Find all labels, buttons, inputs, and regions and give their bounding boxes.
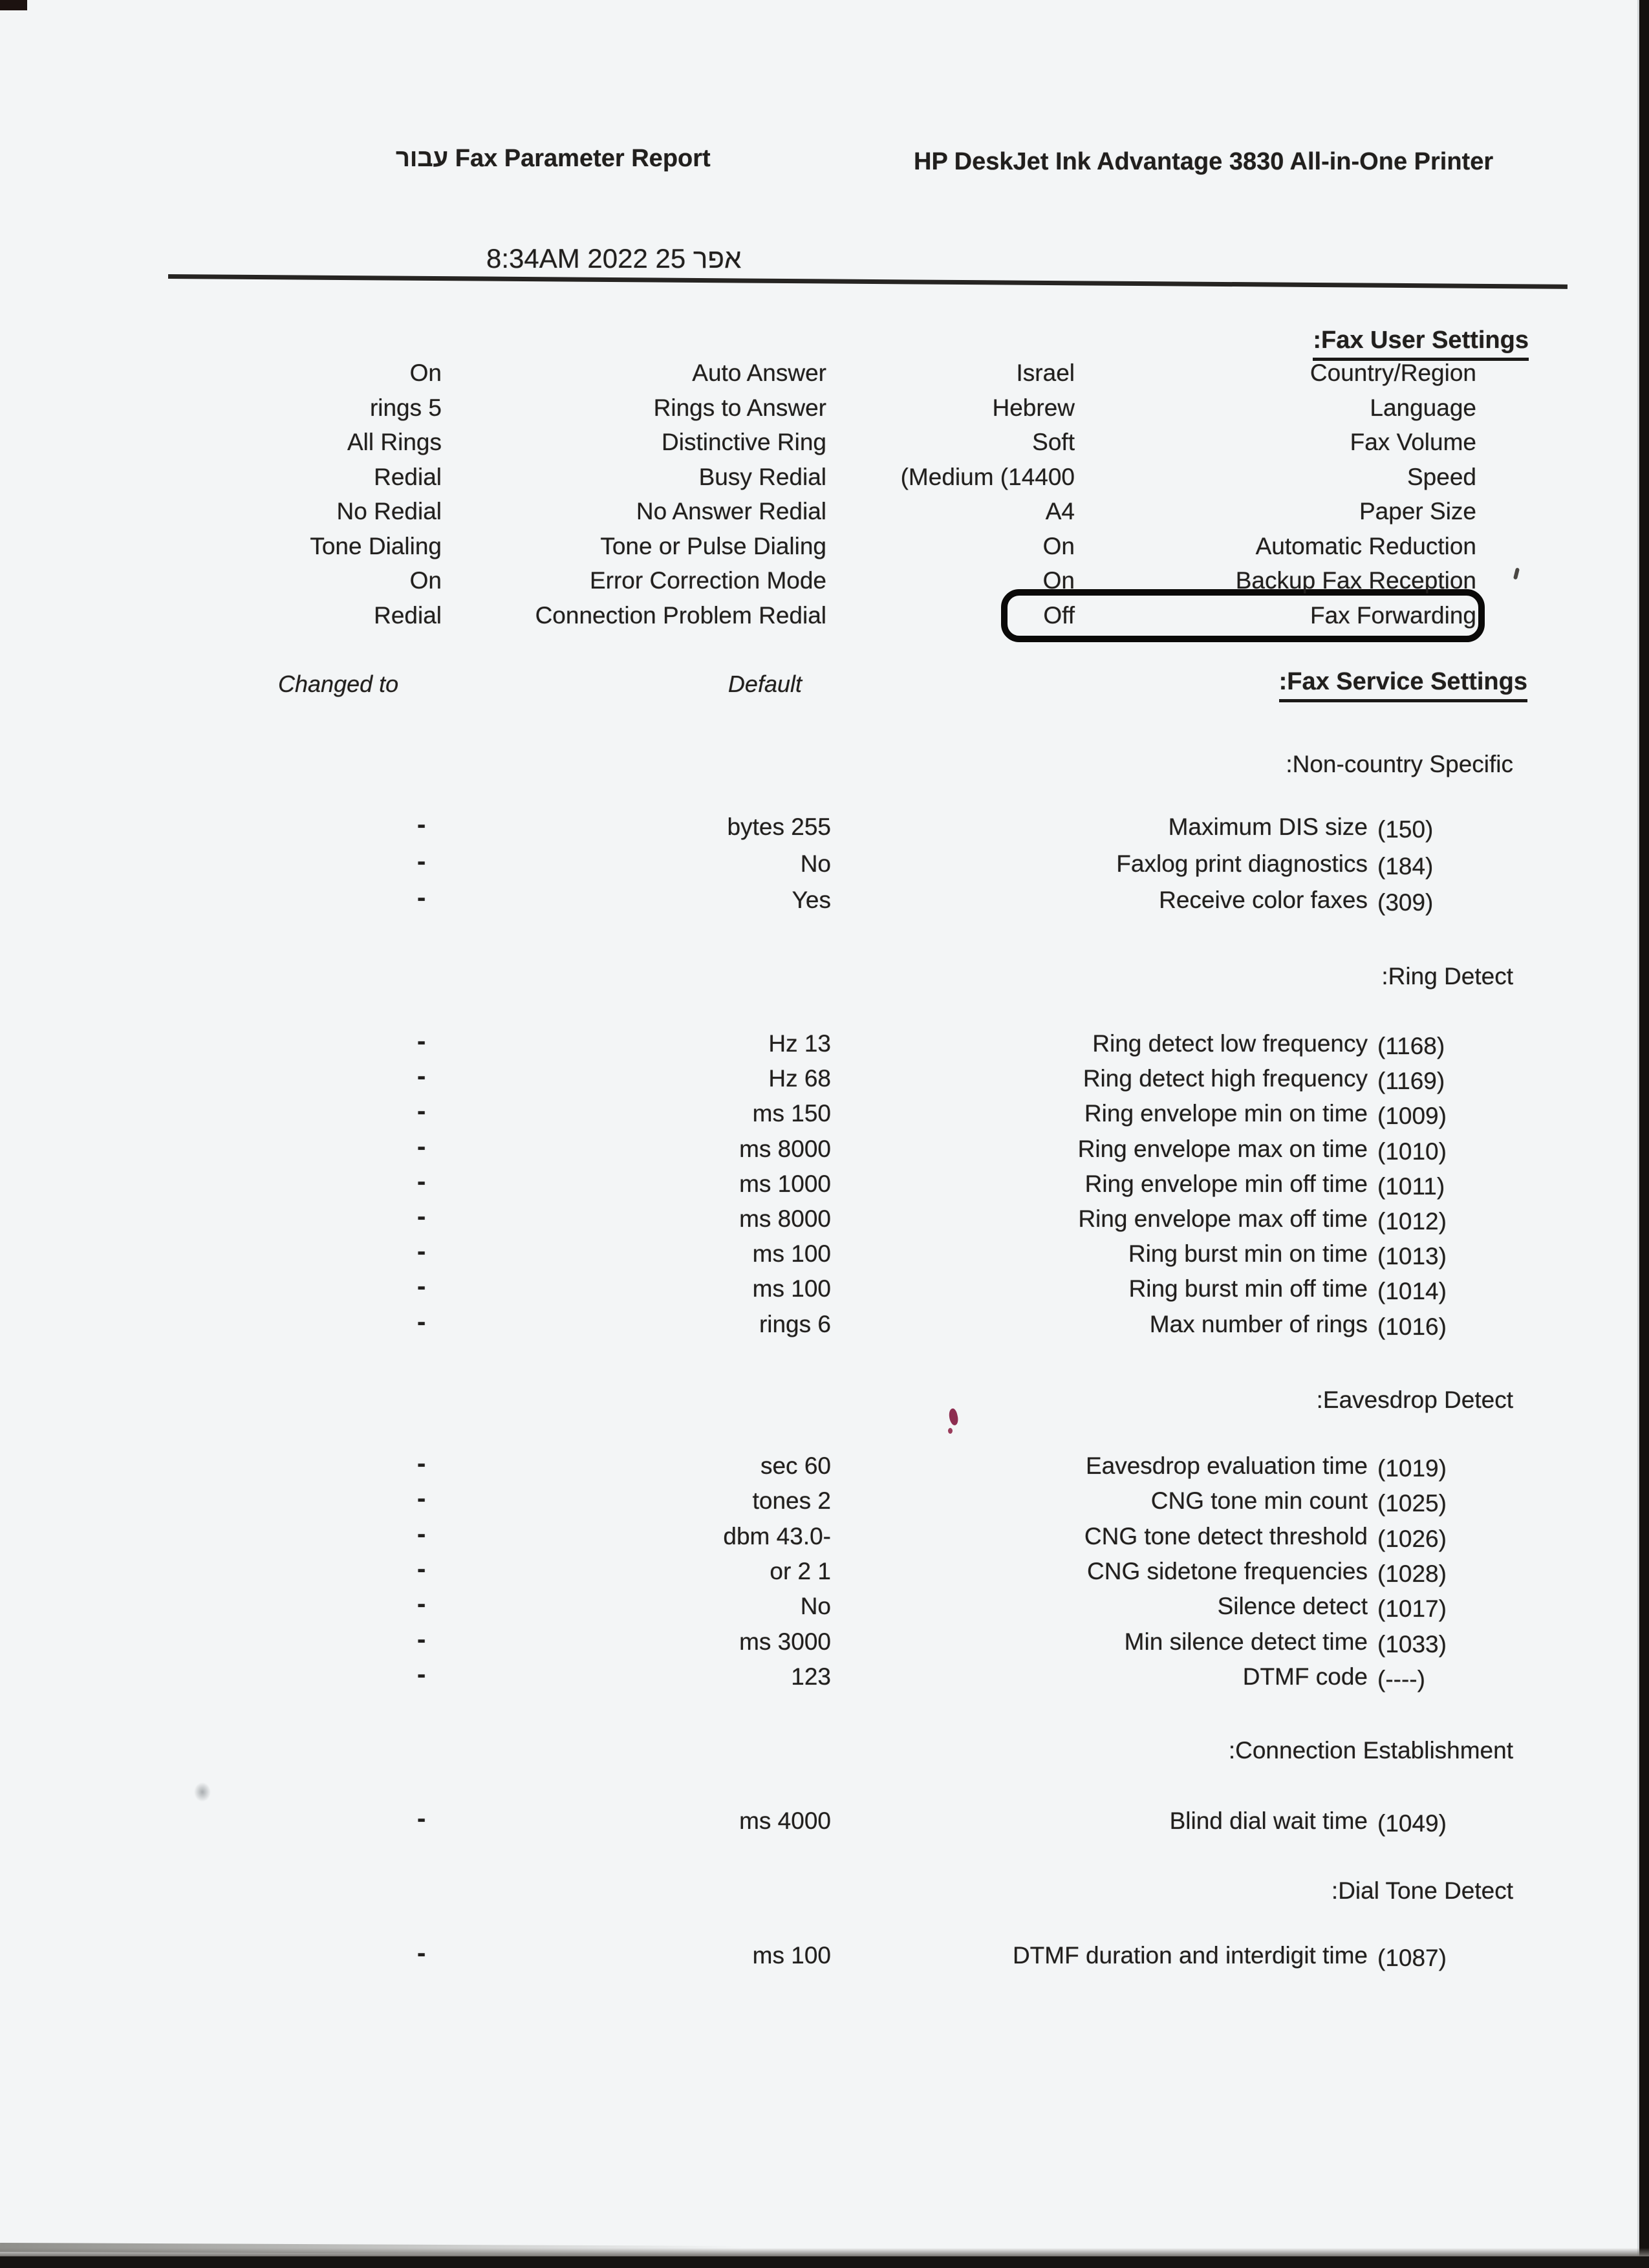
service-param-code: (1009)	[1377, 1103, 1447, 1130]
user-setting-value-left: On	[409, 360, 442, 386]
service-changed-dash: -	[417, 1202, 426, 1231]
user-setting-value-left: No Redial	[336, 498, 442, 524]
user-setting-value-left: Redial	[374, 601, 442, 629]
fax-user-settings-heading: :Fax User Settings	[1313, 326, 1529, 361]
service-param-label: Eavesdrop evaluation time	[1085, 1453, 1368, 1479]
service-param-label: Ring envelope max on time	[1077, 1135, 1368, 1162]
service-changed-dash: -	[417, 1097, 426, 1126]
service-section-heading: :Ring Detect	[1381, 963, 1513, 989]
service-default-value: ms 1000	[739, 1170, 831, 1197]
service-param-code: (1012)	[1377, 1208, 1447, 1235]
user-setting-label-right: Paper Size	[1359, 498, 1476, 524]
service-changed-dash: -	[417, 1237, 426, 1266]
service-param-code: (1049)	[1377, 1810, 1447, 1837]
report-date: 8:34AM 2022 אפר 25	[486, 243, 742, 274]
user-setting-label-right: Automatic Reduction	[1255, 532, 1476, 559]
user-setting-label-right: Language	[1370, 394, 1476, 421]
scan-artifact-red-speck-small	[948, 1428, 953, 1434]
user-setting-label-right: Speed	[1407, 463, 1476, 490]
service-default-value: bytes 255	[727, 814, 831, 840]
service-changed-dash: -	[417, 1132, 426, 1161]
scan-artifact-corner-block	[0, 0, 27, 10]
service-default-value: ms 100	[752, 1942, 831, 1969]
service-default-value: ms 4000	[739, 1808, 831, 1834]
user-setting-value-right: Soft	[1032, 429, 1075, 455]
service-section-heading: :Eavesdrop Detect	[1316, 1387, 1513, 1413]
user-setting-label-right: Fax Volume	[1350, 429, 1476, 455]
user-setting-label-left: No Answer Redial	[636, 498, 826, 524]
service-param-label: Max number of rings	[1149, 1310, 1368, 1337]
service-default-value: Hz 13	[768, 1030, 831, 1057]
fax-service-settings-heading: :Fax Service Settings	[1279, 667, 1527, 702]
service-default-value: or 2 1	[770, 1557, 831, 1584]
service-default-value: rings 6	[759, 1310, 831, 1337]
service-default-value: ms 8000	[739, 1135, 831, 1162]
service-section-heading: :Dial Tone Detect	[1331, 1877, 1513, 1904]
user-setting-value-left: rings 5	[369, 394, 442, 421]
service-param-code: (1014)	[1377, 1278, 1447, 1305]
user-setting-label-left: Auto Answer	[692, 360, 826, 386]
scan-edge-bottom-shadow	[0, 2248, 1649, 2256]
service-param-label: Ring envelope min on time	[1084, 1100, 1368, 1127]
service-param-code: (1087)	[1377, 1945, 1447, 1971]
service-default-value: 123	[791, 1663, 831, 1690]
service-default-value: Yes	[792, 887, 831, 913]
user-setting-value-left: All Rings	[347, 429, 442, 455]
service-changed-dash: -	[417, 883, 426, 912]
service-default-value: ms 100	[752, 1275, 831, 1302]
service-default-value: No	[800, 850, 831, 877]
service-default-value: ms 8000	[739, 1205, 831, 1232]
service-param-label: Ring envelope min off time	[1084, 1170, 1368, 1197]
service-changed-dash: -	[417, 810, 426, 839]
service-param-label: Receive color faxes	[1159, 887, 1368, 913]
user-setting-label-left: Rings to Answer	[653, 394, 826, 421]
service-default-value: No	[800, 1593, 831, 1620]
user-setting-value-left: Redial	[374, 463, 442, 490]
service-default-value: ms 100	[752, 1240, 831, 1268]
service-param-code: (309)	[1377, 889, 1434, 916]
header-divider-rule	[168, 274, 1568, 289]
service-param-code: (1028)	[1377, 1560, 1447, 1587]
scan-edge-bottom	[0, 2256, 1649, 2268]
report-title: עבור Fax Parameter Report	[396, 145, 711, 172]
scan-artifact-red-speck	[947, 1408, 960, 1426]
service-default-value: Hz 68	[768, 1065, 831, 1092]
service-changed-dash: -	[417, 1307, 426, 1336]
service-default-value: ms 150	[752, 1100, 831, 1127]
service-param-code: (1017)	[1377, 1595, 1447, 1623]
user-setting-value-left: On	[409, 567, 442, 594]
user-setting-label-left: Error Correction Mode	[589, 567, 826, 594]
service-param-label: Ring burst min off time	[1128, 1275, 1368, 1302]
user-setting-value-right: Hebrew	[992, 394, 1075, 421]
service-changed-dash: -	[417, 1590, 426, 1619]
service-default-value: dbm 43.0-	[723, 1522, 831, 1550]
service-default-value: ms 3000	[739, 1628, 831, 1655]
user-setting-label-left: Tone or Pulse Dialing	[600, 532, 826, 559]
service-param-label: Blind dial wait time	[1169, 1808, 1368, 1834]
scan-edge-right	[1637, 0, 1649, 2268]
service-changed-dash: -	[417, 1519, 426, 1548]
user-setting-value-right: Off	[1043, 601, 1075, 629]
service-param-code: (1011)	[1377, 1172, 1445, 1200]
service-changed-dash: -	[417, 1027, 426, 1055]
default-column-header: Default	[727, 671, 802, 697]
user-setting-label-right: Backup Fax Reception	[1235, 567, 1476, 594]
service-param-label: Faxlog print diagnostics	[1116, 850, 1368, 877]
service-changed-dash: -	[417, 1449, 426, 1478]
user-setting-value-right: On	[1042, 567, 1075, 594]
service-changed-dash: -	[417, 1804, 426, 1833]
service-param-label: Min silence detect time	[1124, 1628, 1368, 1655]
service-changed-dash: -	[417, 1272, 426, 1301]
user-setting-label-left: Distinctive Ring	[662, 429, 826, 455]
scan-artifact-smudge	[194, 1782, 211, 1802]
scan-artifact-pen-tick	[1513, 568, 1520, 580]
service-param-code: (150)	[1377, 816, 1434, 843]
service-changed-dash: -	[417, 1484, 426, 1513]
service-param-code: (1025)	[1377, 1490, 1447, 1517]
service-default-value: tones 2	[752, 1487, 831, 1515]
service-param-code: (1026)	[1377, 1525, 1447, 1552]
user-setting-value-right: Israel	[1016, 360, 1075, 386]
service-changed-dash: -	[417, 1062, 426, 1091]
user-setting-value-left: Tone Dialing	[310, 532, 442, 559]
service-param-label: CNG tone detect threshold	[1084, 1522, 1368, 1550]
service-param-label: DTMF code	[1242, 1663, 1368, 1690]
user-setting-label-left: Busy Redial	[698, 463, 826, 490]
service-param-label: Silence detect	[1217, 1593, 1368, 1620]
user-setting-label-right: Country/Region	[1310, 360, 1476, 386]
service-param-code: (----)	[1377, 1665, 1425, 1692]
service-param-code: (1033)	[1377, 1630, 1447, 1658]
service-changed-dash: -	[417, 1554, 426, 1583]
service-param-label: Maximum DIS size	[1168, 814, 1368, 840]
service-changed-dash: -	[417, 1167, 426, 1196]
service-changed-dash: -	[417, 1659, 426, 1689]
changed-to-column-header: Changed to	[278, 671, 399, 697]
user-setting-value-right: On	[1042, 532, 1075, 559]
service-default-value: sec 60	[760, 1453, 831, 1479]
service-param-code: (1010)	[1377, 1138, 1447, 1165]
service-section-heading: :Non-country Specific	[1286, 751, 1513, 777]
service-section-heading: :Connection Establishment	[1228, 1737, 1513, 1764]
service-changed-dash: -	[417, 847, 426, 876]
service-param-label: Ring envelope max off time	[1078, 1205, 1368, 1232]
user-setting-value-right: A4	[1045, 498, 1075, 524]
service-param-label: Ring detect high frequency	[1083, 1065, 1368, 1092]
service-param-label: CNG sidetone frequencies	[1087, 1557, 1368, 1584]
service-param-code: (1016)	[1377, 1313, 1447, 1340]
service-param-code: (1013)	[1377, 1243, 1447, 1270]
user-setting-label-left: Connection Problem Redial	[535, 601, 826, 629]
service-param-label: Ring burst min on time	[1128, 1240, 1368, 1268]
service-param-code: (184)	[1377, 852, 1434, 880]
service-param-code: (1019)	[1377, 1455, 1447, 1482]
service-param-label: Ring detect low frequency	[1092, 1030, 1368, 1057]
service-changed-dash: -	[417, 1625, 426, 1654]
service-param-label: DTMF duration and interdigit time	[1012, 1942, 1368, 1969]
service-param-code: (1169)	[1377, 1068, 1445, 1095]
service-param-code: (1168)	[1377, 1033, 1445, 1059]
user-setting-value-right: (Medium (14400	[900, 463, 1075, 490]
printer-model-title: HP DeskJet Ink Advantage 3830 All-in-One Printer	[914, 148, 1494, 175]
user-setting-label-right: Fax Forwarding	[1310, 601, 1476, 629]
service-changed-dash: -	[417, 1939, 426, 1967]
service-param-label: CNG tone min count	[1150, 1487, 1368, 1515]
